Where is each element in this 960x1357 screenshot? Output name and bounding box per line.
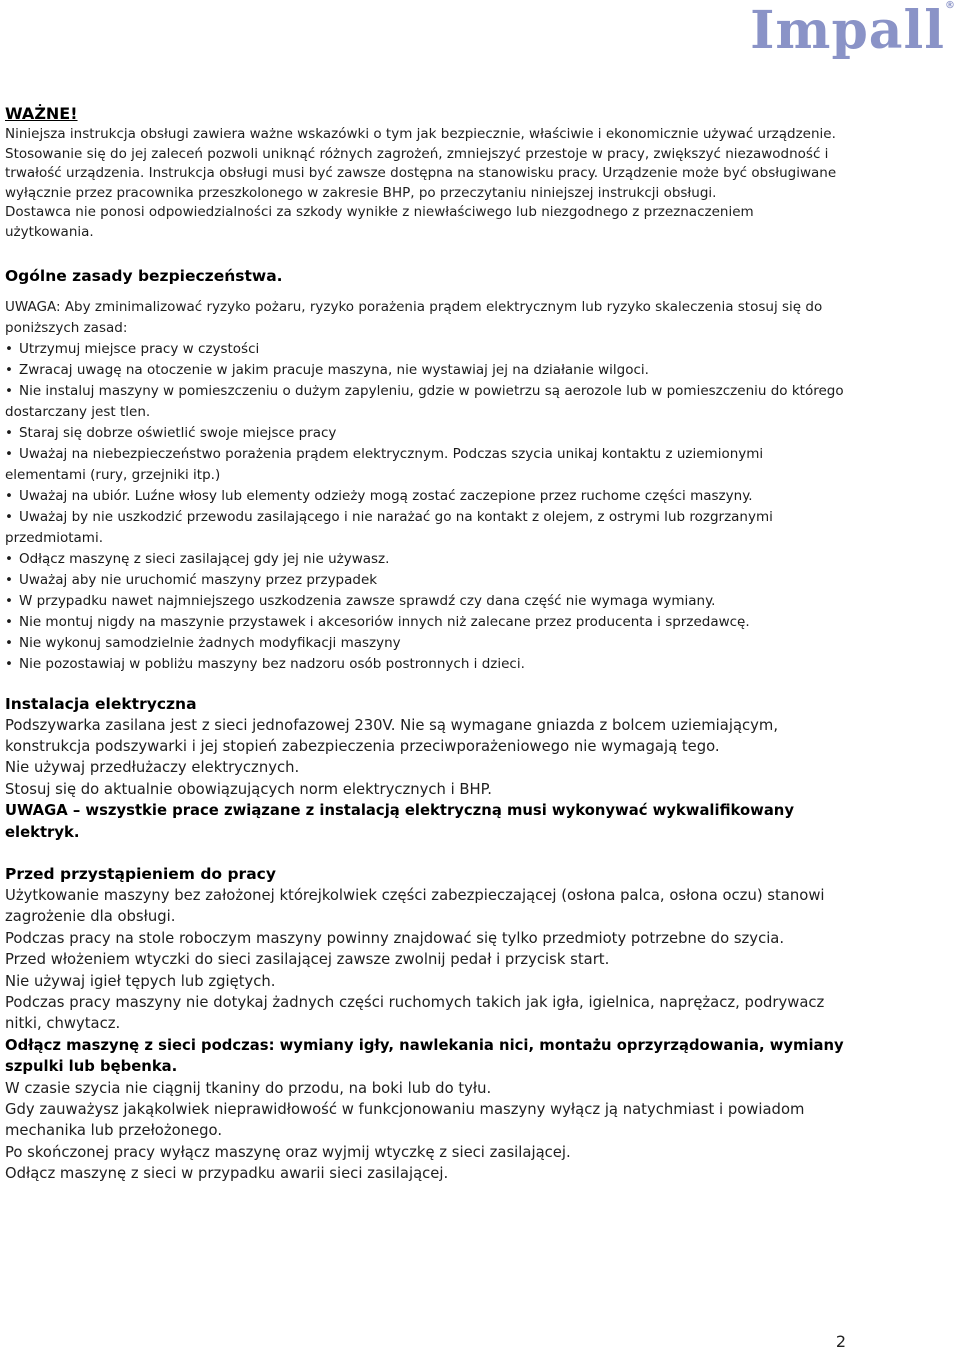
safety-title: Ogólne zasady bezpieczeństwa. (5, 266, 283, 285)
before-work-line-4: Nie używaj igieł tępych lub zgiętych. (5, 972, 276, 990)
list-item: • Uważaj by nie uszkodzić przewodu zasilającego i nie narażać go na kontakt z olejem, z ostrymi lub rozgrzanymi przedmiotami. (5, 507, 845, 549)
safety-list (5, 339, 845, 675)
safety-intro: UWAGA: Aby zminimalizować ryzyko pożaru, ryzyko porażenia prądem elektrycznym lub ryzyko skaleczenia stosuj się do poniższych zasad: (5, 298, 823, 336)
page-number: 2 (835, 1332, 846, 1351)
list-item: • Nie instaluj maszyny w pomieszczeniu o dużym zapyleniu, gdzie w powietrzu są aerozole lub w pomieszczeniu do którego dostarczany jest tlen. (5, 381, 845, 423)
before-work-line-9: Odłącz maszynę z sieci w przypadku awarii sieci zasilającej. (5, 1165, 449, 1183)
warning-paragraph-2: Dostawca nie ponosi odpowiedzialności za szkody wynikłe z niewłaściwego lub niezgodnego z przeznaczeniem użytkowania. (5, 204, 754, 240)
electrical-title: Instalacja elektryczna (5, 694, 197, 713)
electrical-warning-wrap (5, 800, 845, 843)
list-item: • Odłącz maszynę z sieci zasilającej gdy jej nie używasz. (5, 549, 845, 570)
electrical-line-3: Stosuj się do aktualnie obowiązujących norm elektrycznych i BHP. (5, 780, 492, 798)
electrical-line-1: Podszywarka zasilana jest z sieci jednofazowej 230V. Nie są wymagane gniazda z bolcem uziemiającym, konstrukcja podszywarki i jej stopień zabezpieczenia przeciwporażeniowego nie wymagają tego. (5, 716, 779, 755)
logo-text: Impall (750, 0, 945, 61)
list-item: • Zwracaj uwagę na otoczenie w jakim pracuje maszyna, nie wystawiaj jej na działanie wilgoci. (5, 360, 845, 381)
warning-title: WAŻNE! (5, 104, 78, 123)
list-item: • Uważaj na niebezpieczeństwo porażenia prądem elektrycznym. Podczas szycia unikaj kontaktu z uziemionymi elementami (rury, grzejniki itp.) (5, 444, 845, 486)
list-item: • Uważaj aby nie uruchomić maszyny przez przypadek (5, 570, 845, 591)
before-work-line-1: Użytkowanie maszyny bez założonej którejkolwiek części zabezpieczającej (osłona palca, osłona oczu) stanowi zagrożenie dla obsługi. (5, 887, 825, 926)
electrical-line-2: Nie używaj przedłużaczy elektrycznych. (5, 759, 300, 777)
before-work-line-8: Po skończonej pracy wyłącz maszynę oraz wyjmij wtyczkę z sieci zasilającej. (5, 1143, 571, 1161)
document-body (5, 104, 845, 1185)
list-item: • W przypadku nawet najmniejszego uszkodzenia zawsze sprawdź czy dana część nie wymaga wymiany. (5, 591, 845, 612)
before-work-line-2: Podczas pracy na stole roboczym maszyny powinny znajdować się tylko przedmioty potrzebne do szycia. (5, 929, 785, 947)
list-item: • Nie montuj nigdy na maszynie przystawek i akcesoriów innych niż zalecane przez producenta i sprzedawcę. (5, 612, 845, 633)
registered-mark: ® (945, 0, 956, 11)
before-work-line-6: W czasie szycia nie ciągnij tkaniny do przodu, na boki lub do tyłu. (5, 1079, 492, 1097)
warning-paragraph-1: Niniejsza instrukcja obsługi zawiera ważne wskazówki o tym jak bezpiecznie, właściwie i ekonomicznie używać urządzenie. Stosowanie się do jej zaleceń pozwoli uniknąć różnych zagrożeń, zmniejszyć przestoje w pracy, zwiększyć niezawodność i trwałość urządzenia. Instrukcja obsługi musi być zawsze dostępna na stanowisku pracy. Urządzenie może być obsługiwane wyłącznie przez pracownika przeszkolonego w zakresie BHP, po przeczytaniu niniejszej instrukcji obsługi. (5, 126, 837, 201)
before-work-bold-line: Odłącz maszynę z sieci podczas: wymiany igły, nawlekania nici, montażu oprzyrządowania, wymiany szpulki lub bębenka. (5, 1036, 844, 1076)
list-item: • Uważaj na ubiór. Luźne włosy lub elementy odzieży mogą zostać zaczepione przez ruchome części maszyny. (5, 486, 845, 507)
before-work-line-3: Przed włożeniem wtyczki do sieci zasilającej zawsze zwolnij pedał i przycisk start. (5, 951, 610, 969)
before-work-line-5: Podczas pracy maszyny nie dotykaj żadnych części ruchomych takich jak igła, igielnica, naprężacz, podrywacz nitki, chwytacz. (5, 994, 825, 1033)
electrical-warning: UWAGA – wszystkie prace związane z instalacją elektryczną musi wykonywać wykwalifikowany elektryk. (5, 802, 794, 841)
impall-logo (750, 0, 956, 61)
list-item: • Staraj się dobrze oświetlić swoje miejsce pracy (5, 423, 845, 444)
list-item: • Nie wykonuj samodzielnie żadnych modyfikacji maszyny (5, 633, 845, 654)
before-work-title: Przed przystąpieniem do pracy (5, 865, 276, 883)
list-item: • Utrzymuj miejsce pracy w czystości (5, 339, 845, 360)
before-work-bold-wrap (5, 1035, 845, 1078)
before-work-line-7: Gdy zauważysz jakąkolwiek nieprawidłowość w funkcjonowaniu maszyny wyłącz ją natychmiast i powiadom mechanika lub przełożonego. (5, 1101, 805, 1140)
list-item: • Nie pozostawiaj w pobliżu maszyny bez nadzoru osób postronnych i dzieci. (5, 654, 845, 675)
